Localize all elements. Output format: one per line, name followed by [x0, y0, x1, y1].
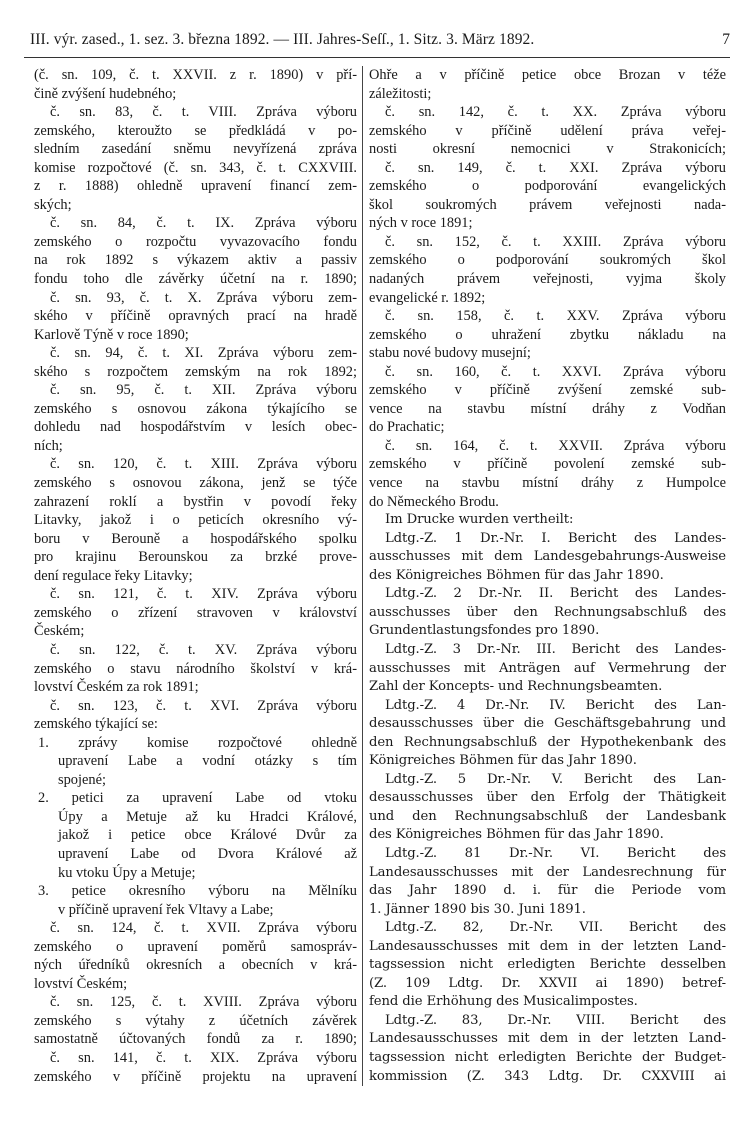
right-column-text-line: das Jahr 1890 d. i. für die Periode vom [369, 883, 726, 899]
right-column-text-line: č. sn. 149, č. t. XXI. Zpráva výboru [385, 159, 726, 176]
right-column-text-line: Ldtg.-Z. 83, Dr.-Nr. VIII. Bericht des [385, 1012, 726, 1028]
right-column-text-line: Ldtg.-Z. 81 Dr.-Nr. VI. Bericht des [385, 845, 726, 861]
right-column-text-line: Ldtg.-Z. 3 Dr.-Nr. III. Bericht des Landes- [385, 641, 726, 657]
left-column-text-line: ského v příčině opravných prací na hradě [34, 308, 357, 325]
right-column-text-line: tagssession nicht erledigten Berichte der Budget- [369, 1049, 726, 1065]
right-column-text-line: evangelické r. 1892; [369, 289, 486, 306]
right-column-text-line: den Rechnungsabschluß der Hypothekenbank des [369, 734, 726, 750]
page-header [30, 26, 730, 60]
left-column-text-line: zahrazení roklí a bystřin v povodí řeky [34, 493, 357, 510]
left-column-text-line: upravení Labe od Dvora Králové až [58, 845, 357, 862]
left-column-text-line: lovství Českém; [34, 975, 128, 992]
left-column-text-line: č. sn. 93, č. t. X. Zpráva výboru zem- [50, 289, 357, 306]
left-column-text-line: zemského, kteroužto se předkládá v po- [34, 122, 357, 139]
right-column-text-line: tagssession nicht erledigten Berichte desselben [369, 957, 726, 973]
right-column [369, 66, 726, 1086]
left-column-text-line: č. sn. 95, č. t. XII. Zpráva výboru [50, 382, 357, 399]
left-column-text-line: č. sn. 120, č. t. XIII. Zpráva výboru [50, 456, 357, 473]
right-column-text-line: č. sn. 152, č. t. XXIII. Zpráva výboru [385, 233, 726, 250]
right-column-text-line: kommission (Z. 343 Ldtg. Dr. CXXVIII ai [369, 1068, 726, 1084]
right-column-text-line: č. sn. 164, č. t. XXVII. Zpráva výboru [385, 437, 726, 454]
left-column-text-line: zemského o rozpočtu vyvazovacího fondu [34, 233, 357, 250]
right-column-text-line: ausschusses mit Anträgen auf Vermehrung der [369, 660, 726, 676]
left-column-text-line: pro krajinu Berounskou za brzké prove- [34, 549, 357, 566]
left-column-text-line: zemského s výtahy z účetních závěrek [34, 1012, 357, 1029]
left-column-text-line: upravení Labe a vodní otázky s tím [58, 753, 357, 770]
right-column-text-line: zemského o podporování soukromých škol [369, 252, 726, 269]
right-column-text-line: č. sn. 158, č. t. XXV. Zpráva výboru [385, 308, 726, 325]
left-column-text-line: z r. 1888) ohledně upravení financí zem- [34, 178, 357, 195]
right-column-text-line: zemského v příčině udělení práva veřej- [369, 122, 726, 139]
left-column-text-line: ních; [34, 437, 63, 454]
left-column-text-line: 3. petice okresního výboru na Mělníku [38, 883, 357, 900]
right-column-text-line: 1. Jänner 1890 bis 30. Juni 1891. [369, 901, 586, 917]
left-column-text-line: zemského s osnovou zákona týkajícího se [34, 400, 357, 417]
right-column-text-line: ných v roce 1891; [369, 215, 473, 232]
left-column-text-line: samostatně účtovaných fondů za r. 1890; [34, 1031, 357, 1048]
left-column-text-line: č. sn. 124, č. t. XVII. Zpráva výboru [50, 920, 357, 937]
left-column-text-line: dení regulace řeky Litavky; [34, 567, 193, 584]
left-column-text-line: Českém; [34, 623, 85, 640]
left-column-text-line: ku vtoku Úpy a Metuje; [58, 864, 196, 881]
left-column-text-line: sledním zasedání sněmu nevyřízená zpráva [34, 141, 357, 158]
left-column-text-line: ných úředníků okresních a obecních v krá- [34, 957, 357, 974]
right-column-text-line: ausschusses über den Rechnungsabschluß des [369, 604, 726, 620]
left-column-text-line: Karlově Týně v roce 1890; [34, 326, 189, 343]
right-column-text-line: des Königreiches Böhmen für das Jahr 1890. [369, 567, 664, 583]
right-column-text-line: Ldtg.-Z. 4 Dr.-Nr. IV. Bericht des Lan- [385, 697, 726, 713]
column-divider [362, 66, 363, 1086]
left-column-text-line: na rok 1892 s výkazem aktiv a passiv [34, 252, 357, 269]
right-column-text-line: Ldtg.-Z. 1 Dr.-Nr. I. Bericht des Landes- [385, 530, 726, 546]
left-column-text-line: čině zvýšení hudebného; [34, 85, 177, 102]
left-column-text-line: 2. petici za upravení Labe od vtoku [38, 790, 357, 807]
left-column-text-line: č. sn. 84, č. t. IX. Zpráva výboru [50, 215, 357, 232]
left-column-text-line: č. sn. 121, č. t. XIV. Zpráva výboru [50, 586, 357, 603]
left-column-text-line: č. sn. 123, č. t. XVI. Zpráva výboru [50, 697, 357, 714]
right-column-text-line: vence na stavbu místní dráhy z Humpolce [369, 475, 726, 492]
header-rule [24, 57, 730, 58]
right-column-text-line: Im Drucke wurden vertheilt: [385, 512, 574, 528]
left-column-text-line: č. sn. 83, č. t. VIII. Zpráva výboru [50, 104, 357, 121]
right-column-text-line: stabu nové budovy musejní; [369, 345, 531, 362]
right-column-text-line: č. sn. 142, č. t. XX. Zpráva výboru [385, 104, 726, 121]
left-column-text-line: zemského o zřízení stravoven v království [34, 604, 357, 621]
left-column-text-line: č. sn. 94, č. t. XI. Zpráva výboru zem- [50, 345, 357, 362]
left-column-text-line: fondu toho dle závěrky účetní na r. 1890; [34, 271, 357, 288]
left-column-text-line: č. sn. 125, č. t. XVIII. Zpráva výboru [50, 994, 357, 1011]
left-column-text-line: ských; [34, 196, 72, 213]
right-column-text-line: fend die Erhöhung des Musicalimpostes. [369, 994, 638, 1010]
left-column-text-line: zemského týkající se: [34, 716, 158, 733]
left-column-text-line: zemského v příčině projektu na upravení [34, 1068, 357, 1085]
left-column-text-line: Litavky, jakož i o peticích okresního vý- [34, 512, 357, 529]
right-column-text-line: záležitosti; [369, 85, 432, 102]
right-column-text-line: Zahl der Koncepts- und Rechnungsbeamten. [369, 679, 663, 695]
right-column-text-line: Königreiches Böhmen für das Jahr 1890. [369, 753, 637, 769]
right-column-text-line: Grundentlastungsfondes pro 1890. [369, 623, 600, 639]
left-column-text-line: Úpy a Metuje až ku Hradci Králové, [58, 808, 357, 825]
left-column-text-line: zemského o upravení poměrů samospráv- [34, 938, 357, 955]
left-column-text-line: ského s rozpočtem zemským na rok 1892; [34, 363, 357, 380]
header-text: III. výr. zased., 1. sez. 3. března 1892. — III. Jahres-Seſſ., 1. Sitz. 3. März 1892. [30, 31, 535, 48]
right-column-text-line: Ldtg.-Z. 82, Dr.-Nr. VII. Bericht des [385, 920, 726, 936]
left-column-text-line: 1. zprávy komise rozpočtové ohledně [38, 734, 357, 751]
right-column-text-line: zemského o uhražení zbytku nákladu na [369, 326, 726, 343]
left-column-text-line: zemského o stavu národního školství v krá- [34, 660, 357, 677]
right-column-text-line: vence na stavbu místní dráhy z Vodňan [369, 400, 726, 417]
right-column-text-line: do Německého Brodu. [369, 493, 499, 510]
right-column-text-line: nosti okresní nemocnici v Strakonicích; [369, 141, 726, 158]
page-number: 7 [722, 31, 730, 48]
left-column-text-line: komise rozpočtové (č. sn. 343, č. t. CXXVIII. [34, 159, 357, 176]
left-column-text-line: č. sn. 141, č. t. XIX. Zpráva výboru [50, 1049, 357, 1066]
right-column-text-line: zemského v příčině zvýšení zemské sub- [369, 382, 726, 399]
left-column-text-line: boru v Berouně a hospodářského spolku [34, 530, 357, 547]
right-column-text-line: Landesausschusses mit dem in der letzten Land- [369, 938, 726, 954]
right-column-text-line: (Z. 109 Ldtg. Dr. XXVII ai 1890) betref- [369, 975, 726, 991]
right-column-text-line: Ohře a v příčině petice obce Brozan v téže [369, 67, 726, 83]
right-column-text-line: Landesausschusses mit der Landesrechnung für [369, 864, 726, 880]
right-column-text-line: do Prachatic; [369, 419, 445, 436]
left-column [34, 66, 357, 1086]
right-column-text-line: škol soukromých právem veřejnosti nada- [369, 196, 726, 213]
right-column-text-line: zemského o podporování evangelických [369, 178, 726, 195]
right-column-text-line: nadaných právem veřejnosti, vyjma školy [369, 271, 726, 288]
left-column-text-line: v příčině upravení řek Vltavy a Labe; [58, 901, 274, 918]
left-column-text-line: lovství Českém za rok 1891; [34, 679, 199, 696]
left-column-text-line: spojené; [58, 771, 106, 788]
right-column-text-line: ausschusses mit dem Landesgebahrungs-Ausweise [369, 549, 726, 565]
left-column-text-line: č. sn. 122, č. t. XV. Zpráva výboru [50, 641, 357, 658]
right-column-text-line: Ldtg.-Z. 2 Dr.-Nr. II. Bericht des Landes- [385, 586, 726, 602]
right-column-text-line: zemského v příčině povolení zemské sub- [369, 456, 726, 473]
left-column-text-line: zemského s osnovou zákona, jenž se týče [34, 475, 357, 492]
right-column-text-line: desausschusses über die Geschäftsgebahrung und [369, 716, 726, 732]
right-column-text-line: desausschusses über den Erfolg der Thätigkeit [369, 790, 726, 806]
right-column-text-line: und den Rechnungsabschluß der Landesbank [369, 808, 726, 824]
right-column-text-line: č. sn. 160, č. t. XXVI. Zpráva výboru [385, 363, 726, 380]
left-column-text-line: jakož i petice obce Králové Dvůr za [58, 827, 357, 844]
right-column-text-line: des Königreiches Böhmen für das Jahr 1890. [369, 827, 664, 843]
right-column-text-line: Landesausschusses mit dem in der letzten Land- [369, 1031, 726, 1047]
left-column-text-line: dohledu nad hospodářstvím v lesích obec- [34, 419, 357, 436]
right-column-text-line: Ldtg.-Z. 5 Dr.-Nr. V. Bericht des Lan- [385, 771, 726, 787]
left-column-text-line: (č. sn. 109, č. t. XXVII. z r. 1890) v pří- [34, 67, 357, 83]
